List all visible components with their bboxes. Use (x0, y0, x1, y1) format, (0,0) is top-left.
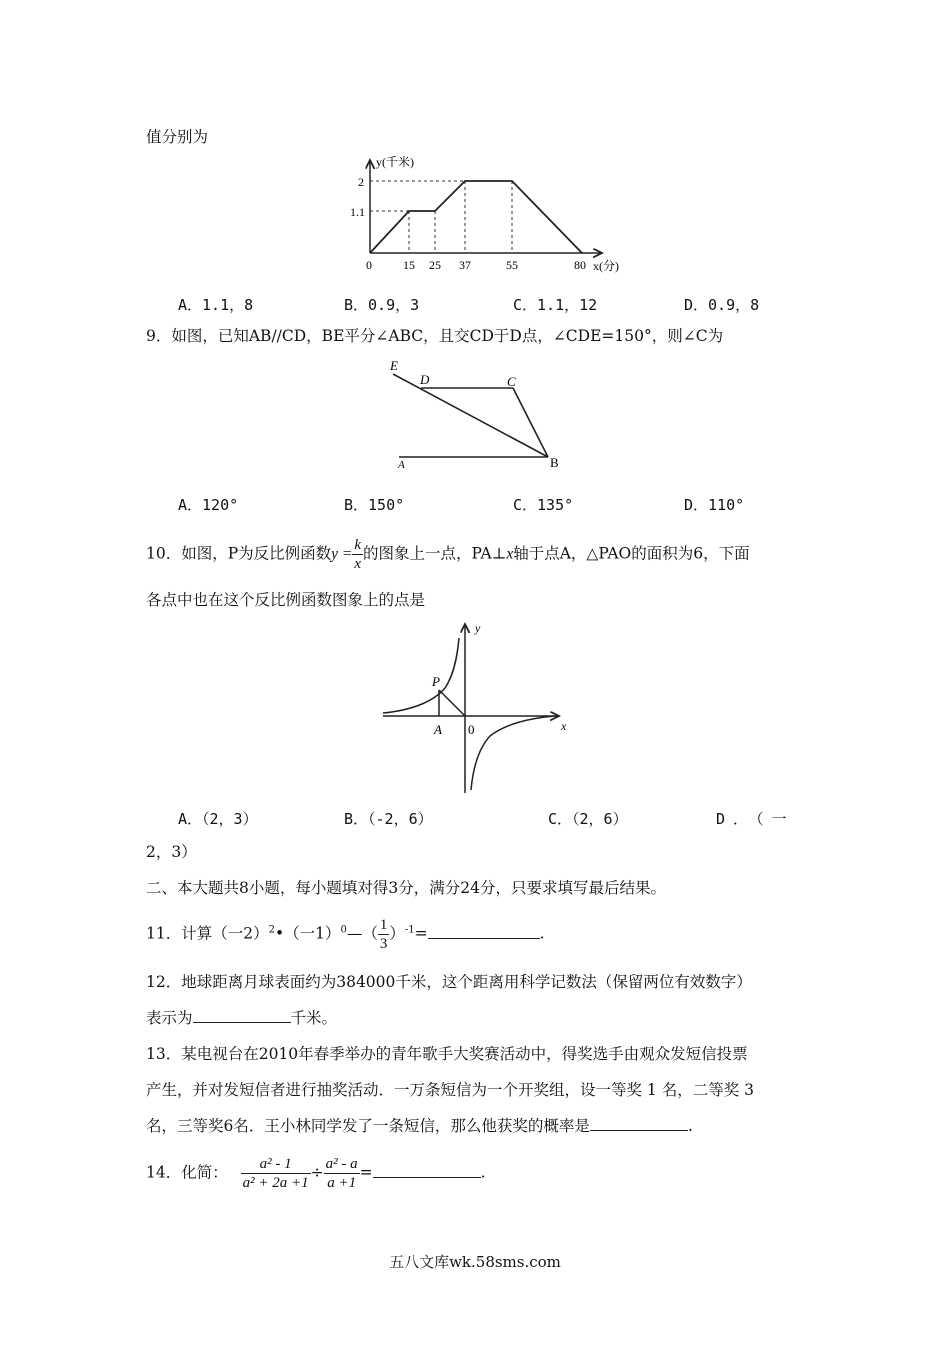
q13-answer-blank[interactable] (590, 1116, 688, 1131)
label-d: D (420, 372, 430, 387)
q12-answer-blank[interactable] (193, 1008, 291, 1023)
q10-formula-fraction: $\frac{k}{x}$ (354, 537, 362, 572)
q10-option-a: A．（2，3） (178, 810, 258, 828)
x-tick-80: 80 (574, 258, 586, 272)
q10-text-line2: 各点中也在这个反比例函数图象上的点是 (146, 591, 426, 609)
q14-fraction-2: $\frac{\text{a² - a}}{a +1}$ (325, 1156, 358, 1191)
q10-option-b: B．（-2，6） (344, 810, 433, 828)
x-tick-55: 55 (506, 258, 518, 272)
q8-option-d: D．0.9，8 (684, 296, 760, 314)
label-b: B (550, 455, 559, 470)
inverse-proportion-graph (375, 618, 575, 798)
q8-option-a: A．1.1，8 (178, 296, 254, 314)
parallel-lines-figure (385, 356, 575, 476)
graph-y-label: y (475, 621, 481, 635)
q10-text-line1: 10．如图，P为反比例函数y = $\frac{k}{x}$ 的图象上一点，PA⊥x轴于点A，△PAO的面积为6，下面 (146, 537, 750, 572)
q14-text: 14．化简： $\frac{\text{a² - 1}}{\text{a² + 2a +1}}$ ÷ $\frac{\text{a² - a}}{a +1}$ = . (146, 1156, 486, 1191)
q9-option-d: D．110° (684, 496, 745, 514)
label-e: E (390, 358, 398, 373)
q14-fraction-1: $\frac{\text{a² - 1}}{\text{a² + 2a +1}}$ (242, 1156, 309, 1191)
point-a-label: A (434, 722, 442, 737)
q9-option-c: C．135° (513, 496, 574, 514)
x-tick-25: 25 (429, 258, 441, 272)
origin-label: 0 (468, 722, 475, 737)
q10-option-c: C．（2，6） (548, 810, 628, 828)
q8-option-b: B．0.9，3 (344, 296, 420, 314)
distance-time-graph (340, 150, 620, 275)
q8-option-c: C．1.1，12 (513, 296, 598, 314)
q13-text-line2: 产生，并对发短信者进行抽奖活动．一万条短信为一个开奖组，设一等奖 1 名，二等奖 3 (146, 1081, 755, 1099)
hyperbola-branch-left (383, 638, 459, 713)
x-tick-0: 0 (366, 258, 372, 272)
point-p-label: P (432, 674, 440, 689)
q9-text: 9．如图，已知AB//CD，BE平分∠ABC，且交CD于D点，∠CDE=150°，则∠C为 (146, 327, 724, 345)
intro-text: 值分别为 (146, 128, 209, 146)
label-a: A (398, 459, 405, 471)
q12-text-line1: 12．地球距离月球表面约为384000千米，这个距离用科学记数法（保留两位有效数字） (146, 973, 752, 991)
q9-option-b: B．150° (344, 496, 405, 514)
q14-answer-blank[interactable] (373, 1163, 481, 1178)
q10-option-d-cont: 2，3） (146, 843, 197, 861)
q12-text-line2: 表示为 千米。 (146, 1009, 338, 1027)
x-tick-37: 37 (459, 258, 471, 272)
x-axis-label: x(分) (593, 259, 619, 273)
label-c: C (507, 374, 516, 389)
distance-line (370, 181, 582, 253)
q13-text-line3: 名，三等奖6名．王小林同学发了一条短信，那么他获奖的概率是 . (146, 1117, 693, 1135)
x-tick-15: 15 (403, 258, 415, 272)
q11-text: 11．计算（一2）$^2$•（一1）$^0$—（ $\frac{1}{3}$ ）$^{-1}$= . (146, 917, 545, 952)
q13-text-line1: 13．某电视台在2010年春季举办的青年歌手大奖赛活动中，得奖选手由观众发短信投票 (146, 1045, 748, 1063)
section-2-heading: 二、本大题共8小题，每小题填对得3分，满分24分，只要求填写最后结果。 (146, 879, 666, 897)
q11-answer-blank[interactable] (428, 924, 540, 939)
q11-fraction: $\frac{1}{3}$ (379, 917, 388, 952)
graph-x-label: x (561, 719, 567, 733)
y-tick-2: 2 (358, 175, 364, 189)
y-axis-label: y(千米) (376, 155, 414, 169)
footer-watermark: 五八文库wk.58sms.com (389, 1253, 561, 1271)
y-tick-1-1: 1.1 (350, 205, 365, 219)
q10-option-d: D．（一 (716, 810, 795, 828)
q9-option-a: A．120° (178, 496, 239, 514)
hyperbola-branch-right (471, 716, 555, 790)
